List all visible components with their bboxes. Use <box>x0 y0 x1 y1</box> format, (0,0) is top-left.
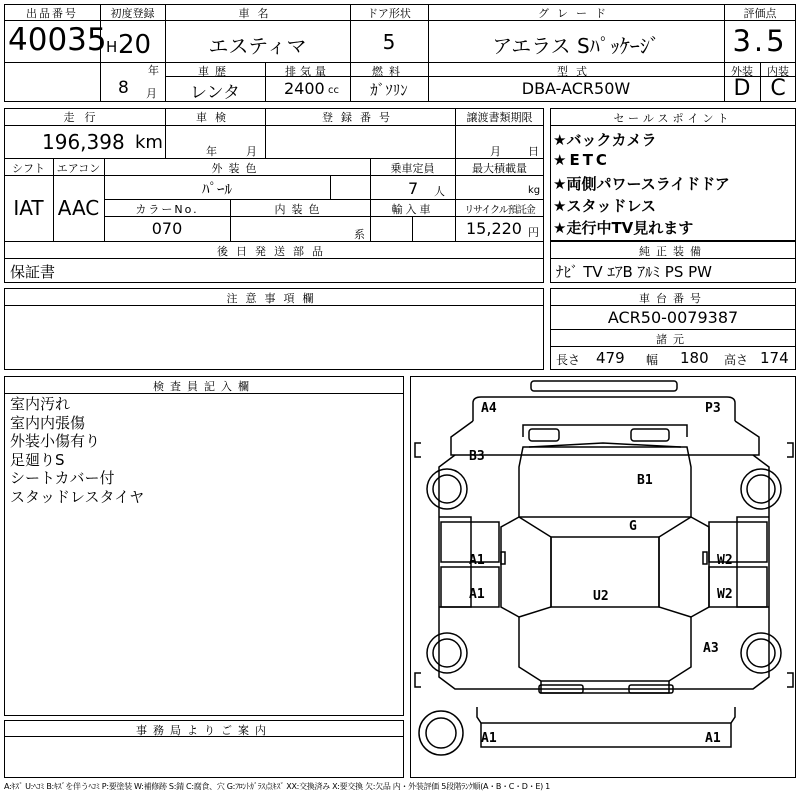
damage-code: A1 <box>705 731 721 746</box>
shift: IAT <box>13 196 44 220</box>
sales-point: ★スタッドレス <box>553 197 656 215</box>
sales-point: ★ETC <box>553 151 610 169</box>
score: 3.5 <box>732 24 788 58</box>
car-outline-icon <box>411 377 797 779</box>
history: レンタ <box>190 83 240 103</box>
inspection-year-unit: 年 <box>206 145 217 158</box>
inspection-month-unit: 月 <box>246 145 257 158</box>
color-label: 外装色 <box>211 162 263 175</box>
ac-label: エアコン <box>56 162 101 175</box>
seats-label: 乗車定員 <box>390 162 435 175</box>
ext-grade: D <box>733 76 751 101</box>
car-name: エスティマ <box>208 34 307 58</box>
damage-code: B3 <box>469 449 485 464</box>
history-label: 車歴 <box>198 65 232 78</box>
inspector-note: 外装小傷有り <box>10 432 101 450</box>
mileage-unit: km <box>135 132 163 153</box>
inspector-note: 足廻りS <box>10 450 65 469</box>
shift-label: シフト <box>12 162 45 175</box>
notes-label: 注意事項欄 <box>226 292 322 305</box>
inspector-note: 室内汚れ <box>10 395 71 413</box>
mileage: 196,398 <box>42 130 125 154</box>
first-reg-label: 初度登録 <box>110 7 155 20</box>
load-unit: kg <box>528 185 541 196</box>
ext-grade-label: 外装 <box>731 65 753 78</box>
seats: 7 <box>408 179 419 198</box>
damage-diagram <box>410 376 796 778</box>
dims-label: 諸元 <box>656 333 690 346</box>
chassis-number: ACR50-0079387 <box>607 308 739 327</box>
chassis-label: 車台番号 <box>639 292 707 305</box>
score-label: 評価点 <box>743 7 777 20</box>
int-grade-label: 内装 <box>767 65 789 78</box>
reg-month: 8 <box>118 78 129 98</box>
load-label: 最大積載量 <box>472 162 527 175</box>
later-parts-label: 後日発送部品 <box>217 245 331 258</box>
model-label: 型式 <box>557 65 595 78</box>
recycle: 15,220 <box>466 219 522 238</box>
damage-code: P3 <box>705 401 721 416</box>
color-no: 070 <box>151 219 183 238</box>
model: DBA-ACR50W <box>521 79 631 98</box>
displacement-label: 排気量 <box>285 65 330 78</box>
color-no-label: カラーNo. <box>135 203 199 216</box>
import-label: 輸入車 <box>391 203 434 216</box>
damage-code: A1 <box>469 587 485 602</box>
doors: 5 <box>382 30 396 54</box>
height: 174 <box>760 349 789 367</box>
width-label: 幅 <box>646 353 659 367</box>
transfer-label: 譲渡書類期限 <box>466 111 533 124</box>
damage-code: A1 <box>469 553 485 568</box>
length-label: 長さ <box>556 353 581 367</box>
equipment-label: 純正装備 <box>639 245 707 258</box>
inspector-note: シートカバー付 <box>10 469 115 487</box>
reg-number-label: 登録番号 <box>322 111 398 124</box>
grade-label: グレード <box>538 7 614 20</box>
sales-point: ★両側パワースライドドア <box>553 175 730 193</box>
month-unit: 月 <box>146 87 157 100</box>
later-parts: 保証書 <box>10 263 56 281</box>
sales-label: セールスポイント <box>613 112 733 125</box>
mileage-label: 走行 <box>63 111 106 124</box>
year-unit: 年 <box>148 64 159 77</box>
int-grade: C <box>770 76 786 101</box>
sales-point: ★バックカメラ <box>553 131 657 149</box>
era: H <box>106 38 118 56</box>
fuel: ｶﾞｿﾘﾝ <box>370 81 408 99</box>
displacement-unit: cc <box>328 85 339 96</box>
lot-number: 40035 <box>8 22 107 58</box>
damage-code: G <box>629 519 637 534</box>
damage-code: W2 <box>717 553 733 568</box>
inspector-note: スタッドレスタイヤ <box>10 487 145 506</box>
reg-year: 20 <box>118 30 152 60</box>
length: 479 <box>596 349 625 367</box>
transfer-day-unit: 日 <box>528 145 539 158</box>
width: 180 <box>680 349 709 367</box>
inspection-label: 車検 <box>196 111 234 124</box>
inspector-notes <box>10 395 144 506</box>
height-label: 高さ <box>724 353 749 367</box>
color: ﾊﾟｰﾙ <box>201 180 232 198</box>
ac: AAC <box>57 196 100 220</box>
damage-code: A3 <box>703 641 719 656</box>
lot-label: 出品番号 <box>26 7 78 20</box>
damage-code: A4 <box>481 401 497 416</box>
int-color-label: 内装色 <box>274 203 326 216</box>
damage-code: W2 <box>717 587 733 602</box>
seats-unit: 人 <box>434 185 445 198</box>
transfer-month-unit: 月 <box>490 145 501 158</box>
legend: A:ｷｽﾞ U:ﾍｺﾐ B:ｷｽﾞを伴うﾍｺﾐ P:要塗装 W:補修跡 S:錆 C:腐食、穴 G:ﾌﾛﾝﾄｶﾞﾗｽ点ｷｽﾞ XX:交換済み X:要交換 欠:欠品 内・外装評価 5段階ﾗﾝｸ順(A・B・C・D・E) 1 <box>4 782 550 791</box>
equipment-items: ﾅﾋﾞ TV ｴｱB ｱﾙﾐ PS PW <box>556 263 712 281</box>
damage-code: U2 <box>593 589 609 604</box>
doors-label: ドア形状 <box>367 7 411 20</box>
recycle-label: リサイクル預託金 <box>464 205 535 216</box>
office-label: 事務局よりご案内 <box>136 724 272 737</box>
sales-point: ★走行中TV見れます <box>553 219 694 237</box>
int-color-unit: 系 <box>354 228 365 241</box>
damage-code: A1 <box>481 731 497 746</box>
recycle-unit: 円 <box>528 226 539 239</box>
grade: アエラス Sﾊﾟｯｹｰｼﾞ <box>492 34 660 58</box>
displacement: 2400 <box>284 79 325 98</box>
damage-code: B1 <box>637 473 653 488</box>
inspector-note: 室内内張傷 <box>10 413 86 432</box>
fuel-label: 燃料 <box>372 65 406 78</box>
inspector-label: 検査員記入欄 <box>153 380 255 393</box>
car-name-label: 車名 <box>238 7 277 20</box>
